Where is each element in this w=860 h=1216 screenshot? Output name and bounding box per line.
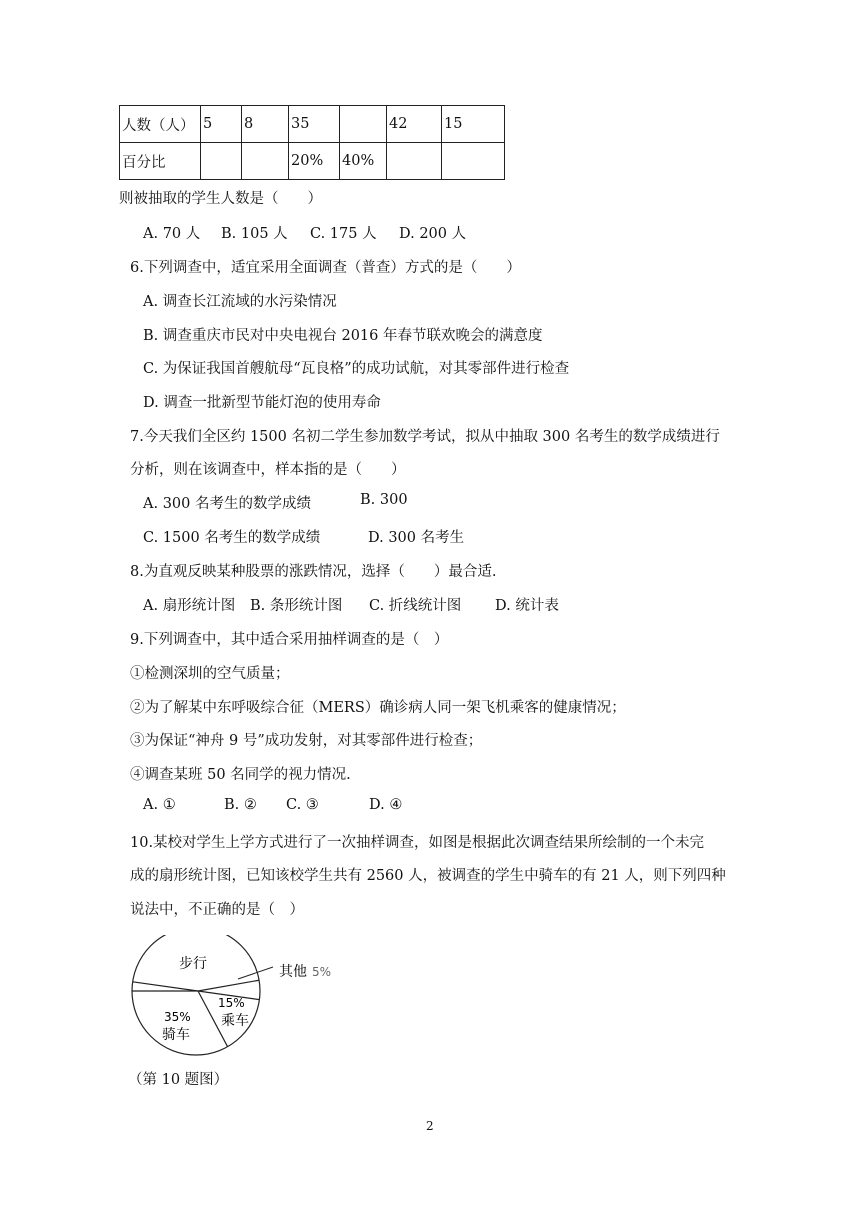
q6-option-d: D. 调查一批新型节能灯泡的使用寿命 [143,395,381,411]
q7-option-a: A. 300 名考生的数学成绩 [143,496,311,512]
table-cell: 15 [442,106,505,143]
q6-option-b: B. 调查重庆市民对中央电视台 2016 年春节联欢晚会的满意度 [143,328,543,344]
q6-stem: 6.下列调查中，适宜采用全面调查（普查）方式的是（ ） [130,260,521,276]
q9-item-2: ②为了解某中东呼吸综合征（MERS）确诊病人同一架飞机乘客的健康情况； [130,700,626,716]
q9-stem: 9.下列调查中，其中适合采用抽样调查的是（ ） [130,632,449,648]
table-cell [242,143,289,180]
table-cell: 35 [289,106,340,143]
q6-option-c: C. 为保证我国首艘航母“瓦良格”的成功试航，对其零部件进行检查 [143,361,570,377]
q10-stem-line3: 说法中，不正确的是（ ） [130,902,304,918]
q5-option-d: D. 200 人 [399,226,467,242]
page-number: 2 [426,1119,434,1133]
q9-option-b: B. ② [224,797,257,813]
q8-option-d: D. 统计表 [495,598,559,614]
slice-pct-other: 5% [312,965,332,979]
q6-option-a: A. 调查长江流域的水污染情况 [143,294,337,310]
slice-pct-bike: 35% [164,1010,191,1024]
table-cell: 8 [242,106,289,143]
q9-option-d: D. ④ [369,797,403,813]
table-cell: 人数（人） [120,106,201,143]
pie-slices [132,935,260,1055]
slice-label-walk: 步行 [179,956,207,972]
q7-stem-line1: 7.今天我们全区约 1500 名初二学生参加数学考试，拟从中抽取 300 名考生的数学成绩进行 [130,429,720,445]
slice-label-ride: 乘车 [221,1013,249,1029]
pie-chart [128,935,358,1060]
q9-item-3: ③为保证“神舟 9 号”成功发射，对其零部件进行检查； [130,733,483,749]
q8-option-a: A. 扇形统计图 [143,598,236,614]
q5-option-a: A. 70 人 [143,226,201,242]
q8-option-b: B. 条形统计图 [250,598,343,614]
table-cell: 40% [340,143,387,180]
table-cell: 42 [387,106,442,143]
table-row [120,106,505,143]
q7-stem-line2: 分析，则在该调查中，样本指的是（ ） [130,462,406,478]
table-cell: 百分比 [120,143,201,180]
slice-label-bike: 骑车 [162,1027,190,1043]
q9-item-1: ①检测深圳的空气质量； [130,666,290,682]
figure-caption: （第 10 题图） [128,1072,229,1088]
q9-item-4: ④调查某班 50 名同学的视力情况. [130,767,351,783]
q5-option-c: C. 175 人 [310,226,377,242]
pie-outline [132,935,260,1055]
q7-option-d: D. 300 名考生 [368,530,465,546]
q9-option-c: C. ③ [286,797,319,813]
table-row [120,143,505,180]
table-cell [442,143,505,180]
q7-option-c: C. 1500 名考生的数学成绩 [143,530,321,546]
slice-pct-ride: 15% [218,996,245,1010]
q7-option-b: B. 300 [360,492,408,508]
table-cell [201,143,242,180]
table-cell: 5 [201,106,242,143]
q8-option-c: C. 折线统计图 [369,598,462,614]
table-cell: 20% [289,143,340,180]
slice-label-other: 其他 [279,964,307,980]
q5-stem: 则被抽取的学生人数是（ ） [119,191,322,207]
table-cell [387,143,442,180]
q10-stem-line1: 10.某校对学生上学方式进行了一次抽样调查，如图是根据此次调查结果所绘制的一个未完 [130,835,705,851]
statistics-table [119,105,505,180]
q5-option-b: B. 105 人 [221,226,288,242]
q9-option-a: A. ① [143,797,176,813]
table-cell [340,106,387,143]
q10-stem-line2: 成的扇形统计图，已知该校学生共有 2560 人，被调查的学生中骑车的有 21 人，则下列四种 [130,868,726,884]
q8-stem: 8.为直观反映某种股票的涨跌情况，选择（ ）最合适. [130,564,497,580]
